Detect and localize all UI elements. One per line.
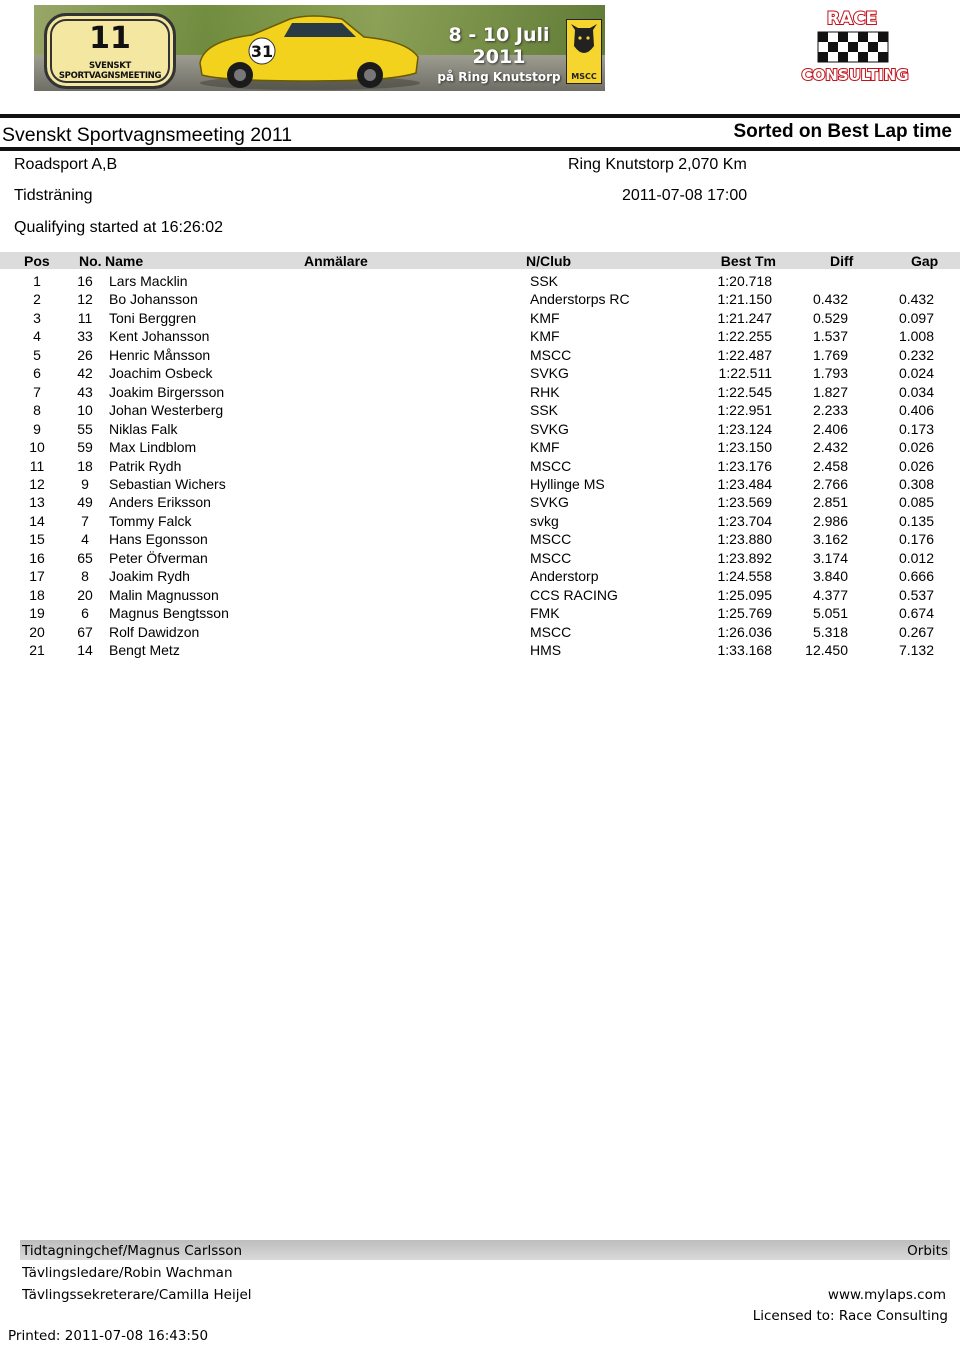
table-row [0, 439, 960, 457]
cell-pos: 13 [29, 494, 45, 511]
table-row [0, 587, 960, 605]
cell-pos: 17 [29, 568, 45, 585]
class-label: Roadsport A,B [14, 156, 118, 173]
seal-number: 11 [89, 21, 131, 56]
cell-name: Tommy Falck [109, 512, 192, 529]
table-row [0, 550, 960, 568]
cell-best: 1:23.176 [717, 457, 772, 474]
cell-best: 1:21.150 [717, 291, 772, 308]
cell-club: KMF [530, 328, 560, 345]
logo-word-consulting: CONSULTING [801, 66, 909, 84]
cell-club: KMF [530, 439, 560, 456]
bull-icon [567, 20, 601, 68]
race-car-image [192, 11, 422, 91]
timekeeper-label: Tidtagningchef/Magnus Carlsson [22, 1243, 243, 1259]
website-link[interactable]: www.mylaps.com [827, 1287, 946, 1303]
orbits-brand: Orbits [907, 1243, 948, 1259]
cell-name: Niklas Falk [109, 420, 178, 437]
cell-best: 1:22.545 [717, 383, 772, 400]
cell-club: SVKG [530, 420, 569, 437]
cell-pos: 12 [29, 475, 45, 492]
cell-diff: 2.766 [812, 475, 848, 492]
cell-diff: 0.529 [812, 309, 848, 326]
cell-no: 49 [77, 494, 93, 511]
cell-no: 16 [77, 273, 93, 289]
cell-diff: 3.174 [812, 549, 848, 566]
cell-diff: 3.840 [812, 568, 848, 585]
qualifying-start: Qualifying started at 16:26:02 [14, 219, 224, 236]
secretary-label: Tävlingssekreterare/Camilla Heijel [22, 1287, 252, 1303]
cell-diff: 0.432 [812, 291, 848, 308]
cell-club: KMF [530, 309, 560, 326]
cell-gap: 0.085 [898, 494, 934, 511]
col-club: N/Club [526, 253, 572, 269]
cell-best: 1:26.036 [717, 623, 772, 640]
cell-name: Bo Johansson [109, 291, 198, 308]
title-rule-top [0, 114, 960, 118]
event-banner [34, 5, 605, 91]
cell-gap: 0.012 [898, 549, 934, 566]
race-director-label: Tävlingsledare/Robin Wachman [22, 1265, 233, 1281]
cell-name: Anders Eriksson [109, 494, 211, 511]
cell-club: MSCC [530, 346, 572, 363]
cell-no: 59 [77, 439, 93, 456]
cell-diff: 2.986 [812, 512, 848, 529]
cell-no: 6 [81, 605, 89, 622]
cell-best: 1:22.255 [717, 328, 772, 345]
event-title: Svenskt Sportvagnsmeeting 2011 [2, 124, 293, 146]
cell-no: 10 [77, 402, 93, 419]
cell-gap: 0.537 [898, 586, 934, 603]
cell-diff: 1.827 [812, 383, 848, 400]
col-diff: Diff [830, 253, 854, 269]
table-row [0, 273, 960, 291]
col-gap: Gap [911, 253, 939, 269]
table-row [0, 458, 960, 476]
cell-name: Bengt Metz [109, 642, 180, 658]
col-entrant: Anmälare [304, 253, 368, 269]
table-row [0, 624, 960, 642]
col-name: Name [105, 253, 144, 269]
cell-diff: 1.793 [812, 365, 848, 382]
cell-pos: 11 [29, 457, 45, 474]
cell-diff: 2.432 [812, 439, 848, 456]
cell-no: 11 [77, 309, 93, 326]
cell-pos: 9 [33, 420, 41, 437]
cell-gap: 0.674 [898, 605, 934, 622]
cell-diff: 1.537 [812, 328, 848, 345]
cell-name: Kent Johansson [109, 328, 210, 345]
cell-name: Hans Egonsson [109, 531, 208, 548]
cell-no: 9 [81, 475, 89, 492]
cell-best: 1:23.892 [717, 549, 772, 566]
sort-label: Sorted on Best Lap time [733, 121, 952, 142]
cell-no: 8 [81, 568, 89, 585]
cell-club: RHK [530, 383, 560, 400]
track-label: Ring Knutstorp 2,070 Km [568, 156, 747, 173]
venue-text: på Ring Knutstorp [437, 70, 561, 84]
cell-name: Max Lindblom [109, 439, 197, 456]
cell-name: Sebastian Wichers [109, 475, 226, 492]
cell-pos: 10 [29, 439, 45, 456]
cell-pos: 5 [33, 346, 41, 363]
cell-club: MSCC [530, 531, 572, 548]
cell-best: 1:25.095 [717, 586, 772, 603]
title-rule-bottom [0, 147, 960, 151]
session-label: Tidsträning [14, 187, 93, 204]
cell-pos: 7 [33, 383, 41, 400]
cell-pos: 14 [29, 512, 45, 529]
cell-pos: 20 [29, 623, 45, 640]
cell-no: 43 [77, 383, 93, 400]
cell-name: Henric Månsson [109, 346, 211, 363]
cell-no: 42 [77, 365, 93, 382]
cell-best: 1:21.247 [717, 309, 772, 326]
cell-no: 18 [77, 457, 93, 474]
cell-pos: 4 [33, 328, 41, 345]
cell-pos: 3 [33, 309, 41, 326]
cell-name: Joakim Birgersson [109, 383, 225, 400]
cell-no: 20 [77, 586, 93, 603]
cell-best: 1:25.769 [717, 605, 772, 622]
cell-gap: 0.026 [898, 439, 934, 456]
table-row [0, 513, 960, 531]
cell-club: SVKG [530, 365, 569, 382]
col-no: No. [79, 253, 102, 269]
cell-no: 26 [77, 346, 93, 363]
licensed-label: Licensed to: Race Consulting [752, 1308, 948, 1324]
cell-no: 7 [81, 512, 89, 529]
cell-best: 1:20.718 [717, 273, 772, 289]
seal-text: SVENSKT SPORTVAGNSMEETING [58, 61, 162, 81]
cell-name: Lars Macklin [109, 273, 188, 289]
cell-best: 1:22.511 [718, 365, 772, 382]
cell-diff: 2.851 [812, 494, 848, 511]
cell-club: FMK [530, 605, 560, 622]
cell-pos: 19 [29, 605, 45, 622]
cell-name: Joachim Osbeck [109, 365, 213, 382]
cell-pos: 15 [29, 531, 45, 548]
cell-pos: 2 [33, 291, 41, 308]
cell-gap: 0.135 [898, 512, 934, 529]
cell-name: Rolf Dawidzon [109, 623, 200, 640]
cell-gap: 7.132 [898, 642, 934, 658]
cell-name: Joakim Rydh [109, 568, 190, 585]
cell-no: 4 [81, 531, 89, 548]
cell-club: SSK [530, 273, 559, 289]
cell-no: 12 [77, 291, 93, 308]
cell-gap: 1.008 [898, 328, 934, 345]
cell-diff: 2.406 [812, 420, 848, 437]
cell-name: Malin Magnusson [109, 586, 219, 603]
cell-club: CCS RACING [530, 586, 618, 603]
table-row [0, 328, 960, 346]
cell-gap: 0.034 [898, 383, 934, 400]
table-row [0, 494, 960, 512]
table-row [0, 347, 960, 365]
cell-pos: 6 [33, 365, 41, 382]
table-row [0, 568, 960, 586]
cell-best: 1:23.880 [717, 531, 772, 548]
checkered-flag-icon [818, 32, 888, 62]
cell-pos: 16 [29, 549, 45, 566]
cell-best: 1:23.704 [717, 512, 772, 529]
cell-club: Anderstorps RC [530, 291, 630, 308]
printed-timestamp: Printed: 2011-07-08 16:43:50 [8, 1328, 209, 1344]
cell-club: MSCC [530, 623, 572, 640]
car-number: 31 [250, 42, 274, 61]
col-best: Best Tm [720, 253, 776, 269]
table-row [0, 365, 960, 383]
results-table-header [0, 252, 960, 269]
table-row [0, 310, 960, 328]
cell-club: Anderstorp [530, 568, 599, 585]
cell-club: MSCC [530, 549, 572, 566]
cell-club: HMS [530, 642, 562, 658]
cell-club: MSCC [530, 457, 572, 474]
session-datetime: 2011-07-08 17:00 [622, 187, 748, 204]
cell-diff: 1.769 [812, 346, 848, 363]
cell-club: SSK [530, 402, 559, 419]
cell-gap: 0.024 [898, 365, 934, 382]
cell-no: 14 [77, 642, 93, 658]
cell-club: SVKG [530, 494, 569, 511]
table-row [0, 531, 960, 549]
cell-gap: 0.308 [898, 475, 934, 492]
cell-best: 1:23.484 [717, 475, 772, 492]
cell-best: 1:22.487 [717, 346, 772, 363]
table-row [0, 642, 960, 660]
cell-gap: 0.432 [898, 291, 934, 308]
cell-gap: 0.176 [898, 531, 934, 548]
cell-no: 55 [77, 420, 93, 437]
cell-best: 1:24.558 [717, 568, 772, 585]
cell-pos: 21 [29, 642, 45, 658]
mscc-label: MSCC [571, 72, 597, 81]
cell-name: Johan Westerberg [109, 402, 224, 419]
cell-pos: 1 [33, 273, 41, 289]
cell-no: 33 [77, 328, 93, 345]
table-row [0, 605, 960, 623]
cell-best: 1:33.168 [717, 642, 772, 658]
cell-gap: 0.173 [898, 420, 934, 437]
table-row [0, 476, 960, 494]
cell-diff: 12.450 [805, 642, 848, 658]
event-dates [424, 24, 574, 84]
dates-text: 8 - 10 Juli 2011 [448, 24, 550, 68]
cell-diff: 5.051 [812, 605, 848, 622]
cell-gap: 0.097 [898, 309, 934, 326]
table-row [0, 384, 960, 402]
table-row [0, 421, 960, 439]
cell-diff: 5.318 [812, 623, 848, 640]
race-consulting-logo [790, 4, 920, 90]
col-pos: Pos [24, 253, 50, 269]
cell-diff: 3.162 [812, 531, 848, 548]
cell-gap: 0.666 [898, 568, 934, 585]
cell-club: Hyllinge MS [530, 475, 605, 492]
mscc-club-logo [566, 19, 602, 84]
cell-club: svkg [530, 512, 559, 529]
cell-diff: 2.233 [812, 402, 848, 419]
cell-diff: 2.458 [812, 457, 848, 474]
table-row [0, 291, 960, 309]
cell-name: Peter Öfverman [109, 549, 208, 566]
cell-gap: 0.406 [898, 402, 934, 419]
cell-diff: 4.377 [812, 586, 848, 603]
cell-gap: 0.232 [898, 346, 934, 363]
cell-gap: 0.026 [898, 457, 934, 474]
cell-no: 67 [77, 623, 93, 640]
cell-pos: 18 [29, 586, 45, 603]
cell-gap: 0.267 [898, 623, 934, 640]
cell-best: 1:23.150 [717, 439, 772, 456]
event-seal-logo [44, 13, 176, 89]
cell-best: 1:22.951 [717, 402, 772, 419]
cell-best: 1:23.124 [717, 420, 772, 437]
cell-no: 65 [77, 549, 93, 566]
table-row [0, 402, 960, 420]
logo-word-race: RACE [826, 9, 878, 29]
cell-best: 1:23.569 [717, 494, 772, 511]
cell-pos: 8 [33, 402, 41, 419]
cell-name: Patrik Rydh [109, 457, 182, 474]
cell-name: Magnus Bengtsson [109, 605, 229, 622]
cell-name: Toni Berggren [109, 309, 197, 326]
